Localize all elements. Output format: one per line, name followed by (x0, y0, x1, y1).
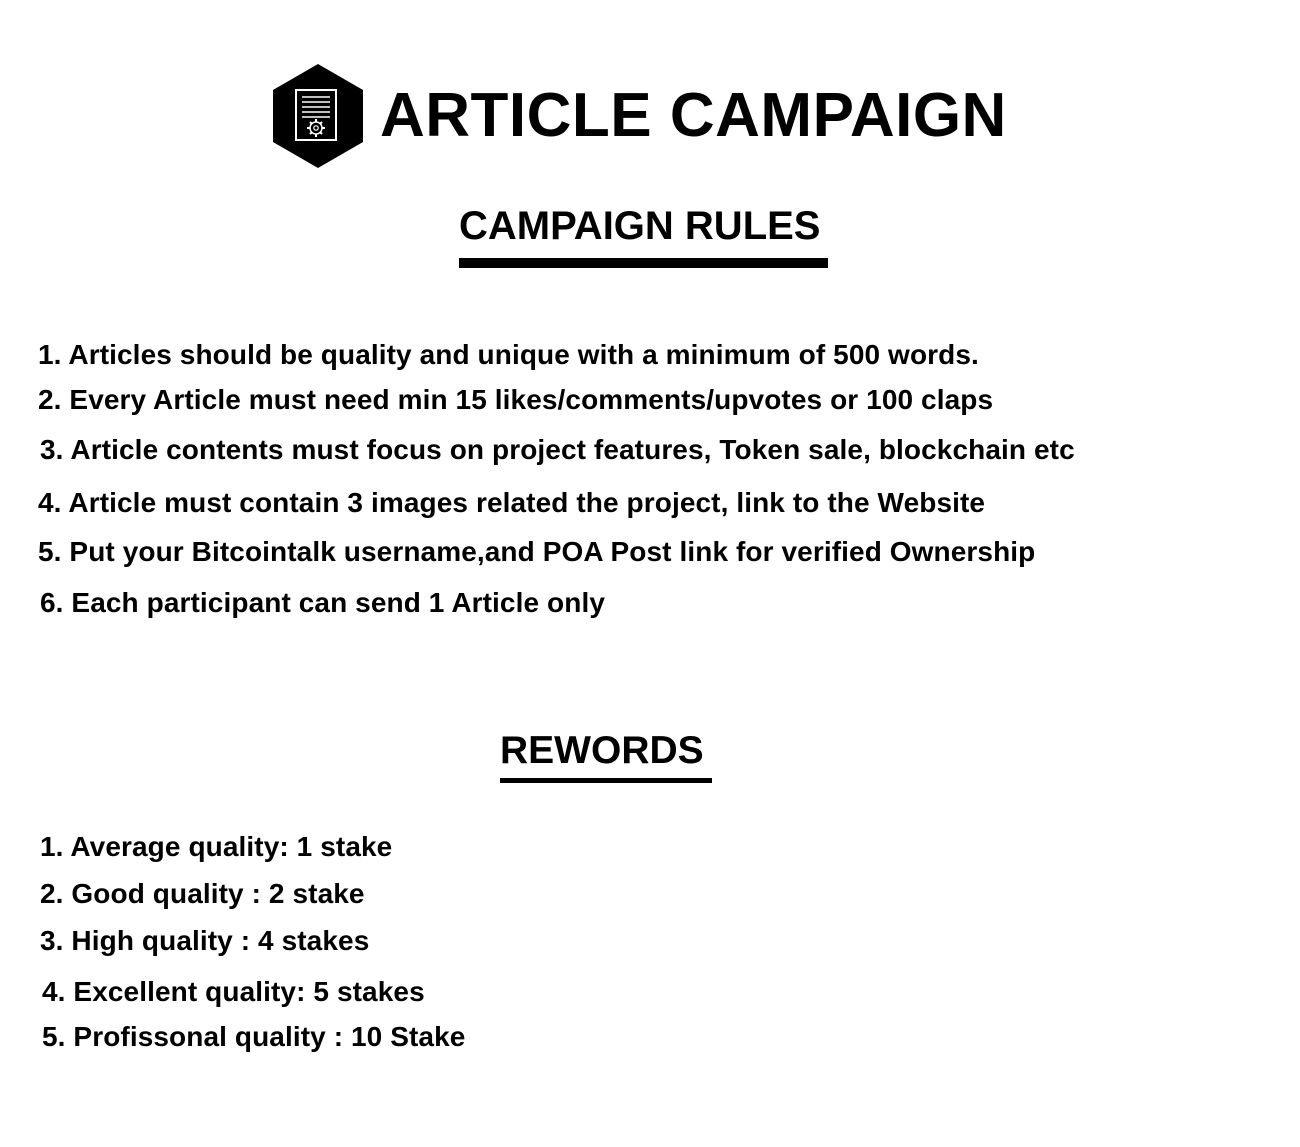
reward-item: 4. Excellent quality: 5 stakes (42, 976, 425, 1007)
rule-item: 3. Article contents must focus on project features, Token sale, blockchain etc (40, 434, 1075, 465)
rewards-heading: REWORDS (500, 731, 712, 783)
rule-item: 2. Every Article must need min 15 likes/comments/upvotes or 100 claps (38, 384, 994, 415)
rule-item: 1. Articles should be quality and unique with a minimum of 500 words. (38, 339, 979, 370)
campaign-rules-heading: CAMPAIGN RULES (459, 206, 828, 268)
document-gear-icon (270, 62, 366, 170)
reward-item: 3. High quality : 4 stakes (40, 925, 370, 956)
rule-item: 4. Article must contain 3 images related the project, link to the Website (38, 487, 986, 518)
rule-item: 6. Each participant can send 1 Article only (40, 587, 605, 618)
reward-item: 1. Average quality: 1 stake (40, 831, 393, 862)
page-header (270, 62, 1007, 170)
reward-item: 2. Good quality : 2 stake (40, 878, 365, 909)
reward-item: 5. Profissonal quality : 10 Stake (42, 1021, 466, 1052)
page-title: ARTICLE CAMPAIGN (380, 81, 1007, 150)
rule-item: 5. Put your Bitcointalk username,and POA Post link for verified Ownership (38, 536, 1036, 567)
